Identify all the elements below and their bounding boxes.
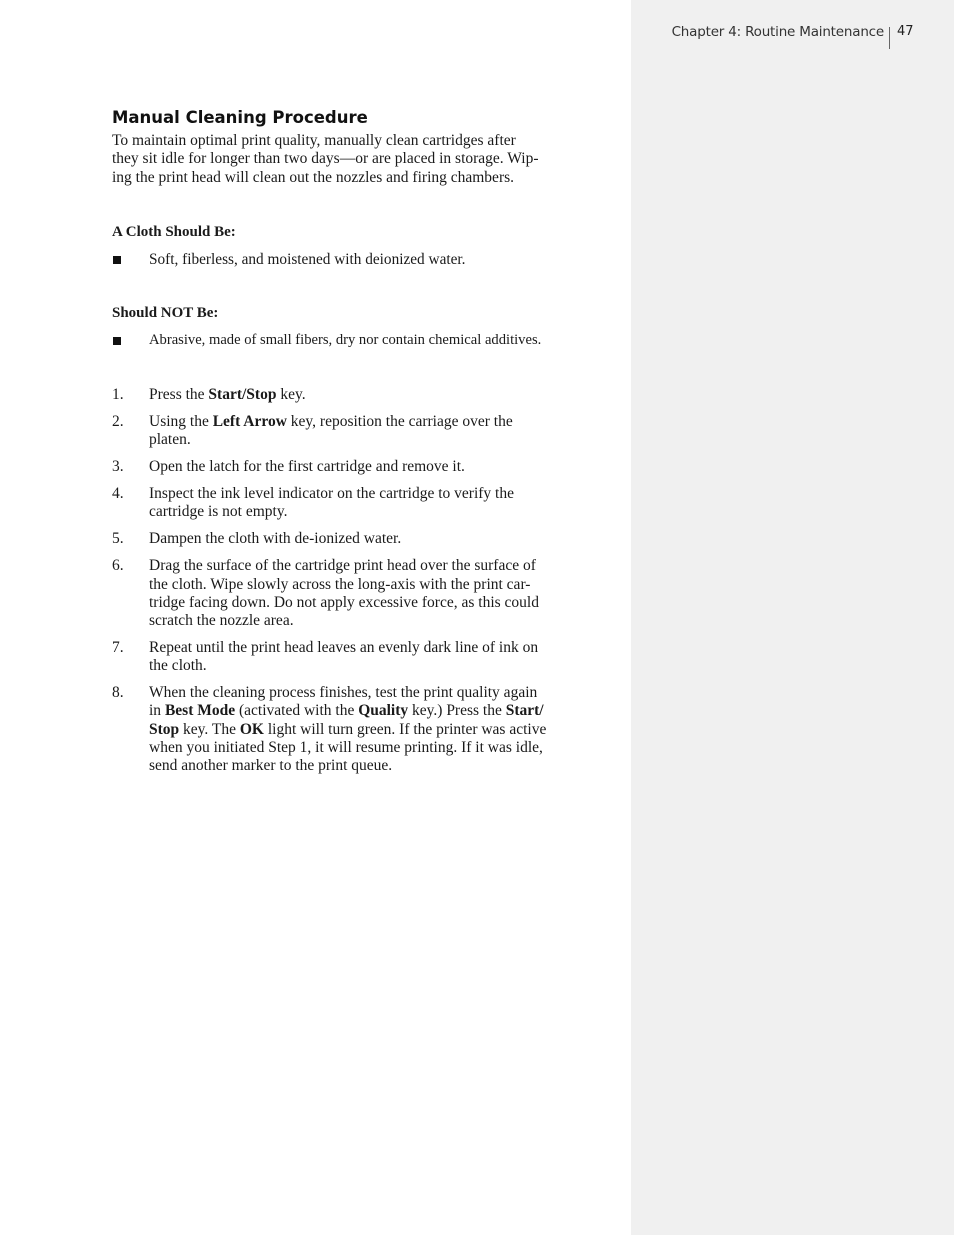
step-text: [149, 530, 590, 548]
step-number: 5.: [112, 530, 124, 548]
step-text: [149, 458, 590, 476]
cloth-should-not-heading: Should NOT Be:: [112, 305, 219, 321]
running-head-divider: [889, 27, 890, 49]
step-line: tridge facing down. Do not apply excessive force, as this could: [149, 593, 539, 611]
section-title: Manual Cleaning Procedure: [112, 108, 368, 127]
bullet-text: Soft, fiberless, and moistened with deionized water.: [149, 251, 466, 268]
procedure-step: [112, 639, 592, 675]
step-line: the cloth.: [149, 657, 207, 675]
step-line: Repeat until the print head leaves an evenly dark line of ink on: [149, 639, 539, 657]
step-text: [149, 386, 590, 404]
procedure-step: [112, 530, 592, 548]
step-text: [149, 413, 590, 449]
step-number: 4.: [112, 485, 124, 503]
step-line: Drag the surface of the cartridge print head over the surface of: [149, 557, 536, 575]
cloth-should-heading: A Cloth Should Be:: [112, 224, 236, 240]
step-line: send another marker to the print queue.: [149, 757, 393, 775]
procedure-step: [112, 557, 592, 630]
bullet-square-icon: [113, 256, 121, 264]
key-name: Left Arrow: [212, 413, 287, 430]
step-line: When the cleaning process finishes, test the print quality again: [149, 684, 538, 702]
procedure-step: [112, 413, 592, 449]
step-line: Dampen the cloth with de-ionized water.: [149, 530, 402, 548]
key-name: Start/Stop: [208, 386, 277, 403]
step-text: [149, 557, 590, 630]
intro-line: To maintain optimal print quality, manually clean cartridges after: [112, 132, 516, 149]
step-line: platen.: [149, 431, 191, 449]
step-number: 6.: [112, 557, 124, 575]
step-text: [149, 684, 590, 775]
step-line: Stop key. The OK light will turn green. If the printer was active: [149, 720, 547, 738]
procedure-step: [112, 458, 592, 476]
procedure-steps: [112, 386, 592, 784]
key-name: Stop: [149, 720, 180, 738]
step-number: 7.: [112, 639, 124, 657]
intro-line: ing the print head will clean out the nozzles and firing chambers.: [112, 168, 515, 186]
step-number: 2.: [112, 413, 124, 430]
step-text: [149, 485, 590, 521]
key-name: Best Mode: [164, 702, 236, 720]
step-line: the cloth. Wipe slowly across the long-axis with the print car-: [149, 575, 531, 593]
intro-line: they sit idle for longer than two days—or are placed in storage. Wip-: [112, 150, 539, 168]
step-line: in Best Mode (activated with the Quality key.) Press the Start/: [149, 702, 544, 720]
bullet-text: Abrasive, made of small fibers, dry nor contain chemical additives.: [149, 332, 542, 348]
running-head: Chapter 4: Routine Maintenance: [671, 24, 884, 40]
procedure-step: [112, 485, 592, 521]
page-number: 47: [897, 24, 914, 39]
step-text: [149, 639, 590, 675]
step-line: Using the Left Arrow key, reposition the carriage over the: [149, 413, 513, 430]
key-name: OK: [239, 720, 264, 738]
margin-sidebar: [631, 0, 954, 1235]
step-number: 8.: [112, 684, 124, 702]
intro-paragraph: [112, 132, 588, 187]
procedure-step: [112, 684, 592, 775]
step-line: scratch the nozzle area.: [149, 612, 294, 630]
bullet-square-icon: [113, 337, 121, 345]
key-name: Start/: [505, 702, 544, 720]
step-number: 1.: [112, 386, 124, 403]
step-line: when you initiated Step 1, it will resume printing. If it was idle,: [149, 738, 543, 756]
procedure-step: [112, 386, 592, 404]
step-line: cartridge is not empty.: [149, 503, 288, 521]
step-number: 3.: [112, 458, 124, 476]
step-line: Open the latch for the first cartridge and remove it.: [149, 458, 465, 476]
key-name: Quality: [358, 702, 409, 720]
step-line: Inspect the ink level indicator on the cartridge to verify the: [149, 485, 514, 503]
step-line: Press the Start/Stop key.: [149, 386, 306, 403]
